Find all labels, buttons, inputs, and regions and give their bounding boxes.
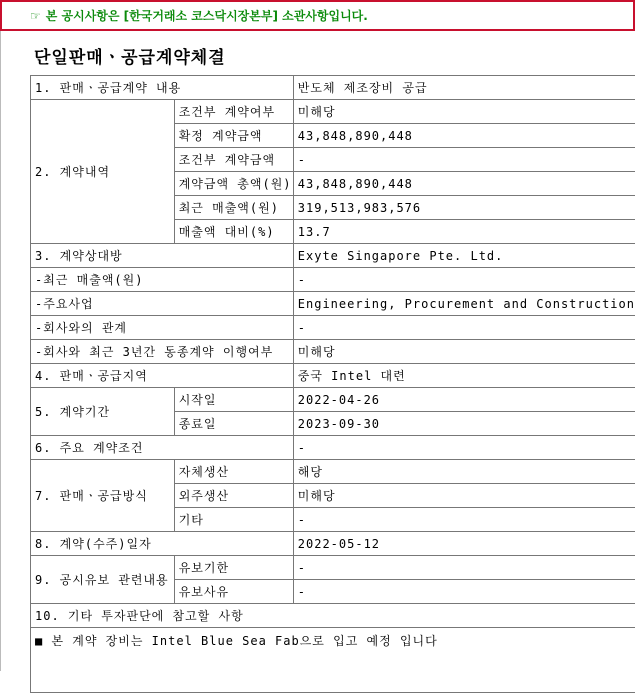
- row-value: 미해당: [293, 484, 635, 508]
- row-value: -: [293, 436, 635, 460]
- table-row: [31, 76, 635, 100]
- table-row: [31, 100, 635, 124]
- sub-label: 시작일: [174, 388, 293, 412]
- remarks-text: ■ 본 계약 장비는 Intel Blue Sea Fab으로 입고 예정 입니다: [31, 628, 635, 693]
- row-label: 9. 공시유보 관련내용: [31, 556, 175, 604]
- row-value: Engineering, Procurement and Construction: [293, 292, 635, 316]
- page-title: 단일판매ㆍ공급계약체결: [34, 43, 226, 68]
- row-label: -회사와의 관계: [31, 316, 294, 340]
- row-value: 중국 Intel 대련: [293, 364, 635, 388]
- table-row: [31, 268, 635, 292]
- sub-label: 매출액 대비(%): [174, 220, 293, 244]
- row-label: 3. 계약상대방: [31, 244, 294, 268]
- sub-label: 유보기한: [174, 556, 293, 580]
- sub-label: 기타: [174, 508, 293, 532]
- row-value: 2022-05-12: [293, 532, 635, 556]
- row-value: 반도체 제조장비 공급: [293, 76, 635, 100]
- sub-label: 조건부 계약금액: [174, 148, 293, 172]
- row-value: Exyte Singapore Pte. Ltd.: [293, 244, 635, 268]
- row-label: 7. 판매ㆍ공급방식: [31, 460, 175, 532]
- table-row: [31, 340, 635, 364]
- table-row: [31, 244, 635, 268]
- table-row: [31, 436, 635, 460]
- contract-table: [30, 75, 635, 693]
- row-value: 2023-09-30: [293, 412, 635, 436]
- row-label: 8. 계약(수주)일자: [31, 532, 294, 556]
- row-label: -주요사업: [31, 292, 294, 316]
- notice-content: [30, 7, 368, 24]
- sub-label: 종료일: [174, 412, 293, 436]
- row-value: -: [293, 508, 635, 532]
- table-row: [31, 628, 635, 693]
- row-label: -최근 매출액(원): [31, 268, 294, 292]
- sub-label: 자체생산: [174, 460, 293, 484]
- notice-text: 본 공시사항은 [한국거래소 코스닥시장본부] 소관사항입니다.: [46, 7, 368, 24]
- row-value: 2022-04-26: [293, 388, 635, 412]
- row-value: -: [293, 580, 635, 604]
- row-value: -: [293, 556, 635, 580]
- disclosure-notice-bar: [0, 0, 635, 31]
- row-value: -: [293, 268, 635, 292]
- row-value: 해당: [293, 460, 635, 484]
- row-label: 6. 주요 계약조건: [31, 436, 294, 460]
- row-label: 2. 계약내역: [31, 100, 175, 244]
- row-label: 5. 계약기간: [31, 388, 175, 436]
- sub-label: 외주생산: [174, 484, 293, 508]
- row-value: -: [293, 148, 635, 172]
- row-value: 미해당: [293, 100, 635, 124]
- pointing-hand-icon: ☞: [30, 9, 41, 23]
- table-row: [31, 364, 635, 388]
- row-label: 1. 판매ㆍ공급계약 내용: [31, 76, 294, 100]
- disclosure-document: [0, 31, 635, 671]
- sub-label: 계약금액 총액(원): [174, 172, 293, 196]
- row-value: 319,513,983,576: [293, 196, 635, 220]
- sub-label: 최근 매출액(원): [174, 196, 293, 220]
- table-row: [31, 604, 635, 628]
- sub-label: 유보사유: [174, 580, 293, 604]
- row-value: 13.7: [293, 220, 635, 244]
- table-row: [31, 460, 635, 484]
- row-value: -: [293, 316, 635, 340]
- sub-label: 확정 계약금액: [174, 124, 293, 148]
- row-value: 43,848,890,448: [293, 172, 635, 196]
- table-row: [31, 388, 635, 412]
- row-value: 43,848,890,448: [293, 124, 635, 148]
- table-row: [31, 316, 635, 340]
- table-row: [31, 556, 635, 580]
- sub-label: 조건부 계약여부: [174, 100, 293, 124]
- row-value: 미해당: [293, 340, 635, 364]
- table-row: [31, 532, 635, 556]
- row-label: -회사와 최근 3년간 동종계약 이행여부: [31, 340, 294, 364]
- row-label: 10. 기타 투자판단에 참고할 사항: [31, 604, 635, 628]
- row-label: 4. 판매ㆍ공급지역: [31, 364, 294, 388]
- table-row: [31, 292, 635, 316]
